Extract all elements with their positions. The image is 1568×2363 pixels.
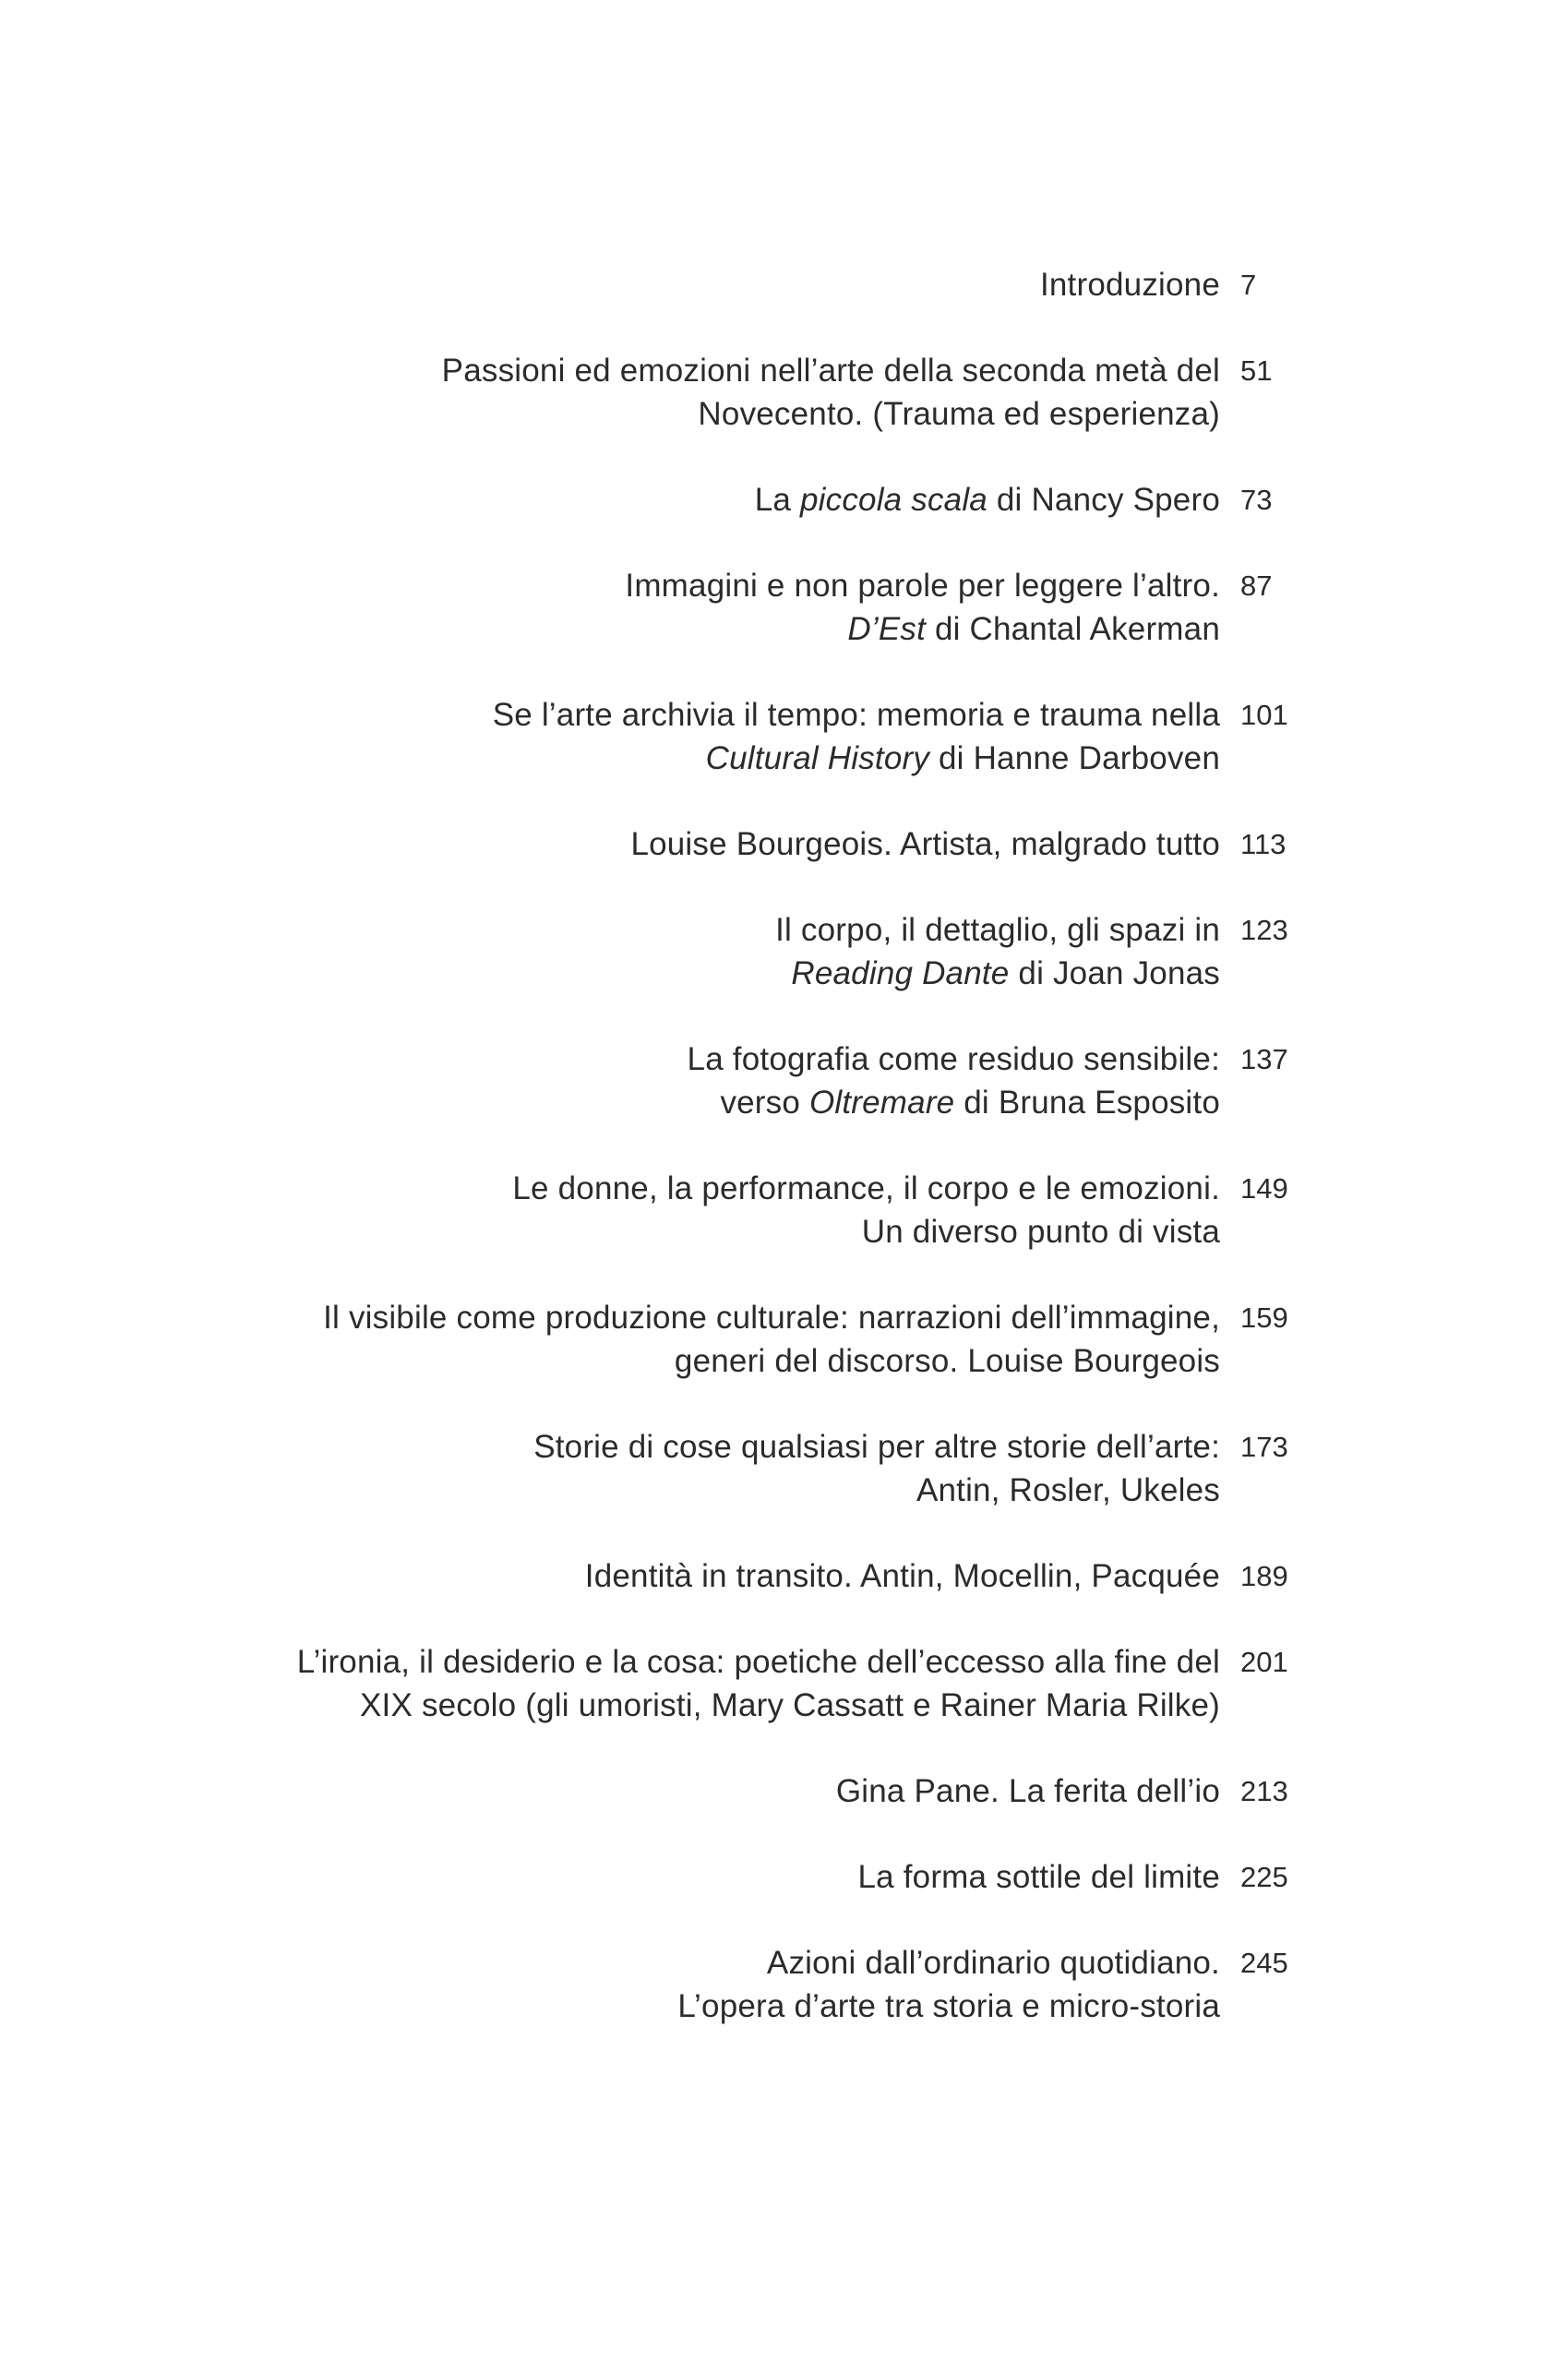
toc-title-line: [0, 1941, 1220, 1985]
toc-title-segment: Storie di cose qualsiasi per altre storie dell’arte:: [533, 1429, 1220, 1465]
toc-title-segment: La fotografia come residuo sensibile:: [687, 1041, 1220, 1077]
toc-entry: [0, 693, 1568, 780]
toc-title-line: [0, 952, 1220, 995]
toc-entry: [0, 1855, 1568, 1899]
toc-title-line: [0, 1855, 1220, 1899]
toc-title-segment: L’ironia, il desiderio e la cosa: poetiche dell’eccesso alla fine del: [296, 1644, 1220, 1680]
toc-title-segment: Novecento. (Trauma ed esperienza): [698, 396, 1220, 432]
toc-title-italic-segment: Reading Dante: [791, 955, 1010, 991]
toc-title-segment: Se l’arte archivia il tempo: memoria e trauma nella: [492, 697, 1220, 733]
toc-title-line: [0, 1210, 1220, 1253]
toc-title-segment: L’opera d’arte tra storia e micro-storia: [677, 1988, 1220, 2024]
toc-title-line: [0, 1554, 1220, 1598]
toc-entry-title: [0, 1296, 1220, 1383]
toc-entry-title: [0, 1640, 1220, 1727]
toc-title-segment: di Joan Jonas: [1009, 955, 1220, 991]
toc-title-segment: di Bruna Esposito: [954, 1085, 1220, 1121]
toc-entry-page-number: 113: [1240, 828, 1287, 860]
toc-title-segment: generi del discorso. Louise Bourgeois: [674, 1343, 1220, 1379]
toc-entry: [0, 478, 1568, 522]
toc-entry: [0, 1038, 1568, 1124]
toc-entry-title: [0, 1855, 1220, 1899]
toc-title-segment: Immagini e non parole per leggere l’altro.: [625, 568, 1220, 604]
toc-title-line: [0, 478, 1220, 522]
toc-title-line: [0, 737, 1220, 780]
toc-title-segment: Il visibile come produzione culturale: narrazioni dell’immagine,: [323, 1300, 1220, 1336]
toc-entry-page-number: 51: [1240, 354, 1273, 387]
toc-entry-title: [0, 822, 1220, 866]
toc-title-segment: Passioni ed emozioni nell’arte della seconda metà del: [441, 353, 1220, 389]
toc-entry-page-number: 73: [1240, 484, 1273, 516]
toc-title-line: [0, 1640, 1220, 1684]
toc-entry-page-number: 213: [1240, 1775, 1288, 1807]
toc-title-italic-segment: Cultural History: [705, 740, 930, 776]
toc-entry-title: [0, 263, 1220, 306]
toc-entry: [0, 263, 1568, 306]
toc-entry-title: [0, 564, 1220, 651]
toc-title-italic-segment: Oltremare: [808, 1085, 955, 1121]
toc-entry-title: [0, 1554, 1220, 1598]
toc-title-segment: XIX secolo (gli umoristi, Mary Cassatt e Rainer Maria Rilke): [360, 1687, 1220, 1723]
toc-title-line: [0, 1296, 1220, 1339]
toc-title-line: [0, 607, 1220, 651]
toc-entry-title: [0, 1167, 1220, 1253]
toc-entry-page-number: 189: [1240, 1560, 1288, 1592]
toc-entry-title: [0, 908, 1220, 995]
toc-entry-page-number: 159: [1240, 1301, 1288, 1334]
toc-entry: [0, 1941, 1568, 2028]
toc-entry-title: [0, 1425, 1220, 1512]
toc-entry: [0, 1425, 1568, 1512]
toc-title-line: [0, 1425, 1220, 1469]
toc-entry: [0, 564, 1568, 651]
toc-entry-page-number: 123: [1240, 914, 1288, 946]
toc-entry-title: [0, 1038, 1220, 1124]
toc-title-segment: Il corpo, il dettaglio, gli spazi in: [775, 912, 1220, 948]
toc-title-line: [0, 822, 1220, 866]
toc-entry-page-number: 137: [1240, 1043, 1288, 1075]
toc-title-segment: Identità in transito. Antin, Mocellin, Pacquée: [584, 1558, 1220, 1594]
toc-title-segment: La: [754, 482, 800, 518]
toc-title-line: [0, 263, 1220, 306]
toc-title-segment: Azioni dall’ordinario quotidiano.: [766, 1945, 1220, 1981]
toc-entry: [0, 1296, 1568, 1383]
toc-entry-title: [0, 1769, 1220, 1813]
toc-title-line: [0, 908, 1220, 952]
toc-entry: [0, 822, 1568, 866]
toc-title-line: [0, 1985, 1220, 2028]
toc-title-segment: Un diverso punto di vista: [861, 1214, 1220, 1250]
toc-title-italic-segment: D’Est: [847, 611, 927, 647]
toc-title-segment: Antin, Rosler, Ukeles: [916, 1472, 1220, 1508]
toc-entry: [0, 1769, 1568, 1813]
table-of-contents: [0, 263, 1568, 2070]
toc-title-line: [0, 1769, 1220, 1813]
toc-entry: [0, 1640, 1568, 1727]
toc-entry-page-number: 245: [1240, 1947, 1288, 1979]
toc-title-segment: Gina Pane. La ferita dell’io: [835, 1773, 1220, 1809]
toc-title-line: [0, 349, 1220, 392]
toc-title-segment: Introduzione: [1039, 267, 1220, 303]
toc-entry-page-number: 87: [1240, 570, 1273, 602]
toc-title-line: [0, 392, 1220, 436]
toc-title-segment: di Chantal Akerman: [926, 611, 1220, 647]
toc-title-segment: Le donne, la performance, il corpo e le emozioni.: [512, 1170, 1220, 1206]
toc-entry-page-number: 101: [1240, 699, 1288, 731]
toc-title-segment: verso: [720, 1085, 809, 1121]
toc-entry-title: [0, 478, 1220, 522]
toc-entry: [0, 1167, 1568, 1253]
toc-title-line: [0, 1081, 1220, 1124]
toc-entry-title: [0, 693, 1220, 780]
toc-title-line: [0, 693, 1220, 737]
toc-title-segment: di Hanne Darboven: [929, 740, 1220, 776]
toc-title-line: [0, 1038, 1220, 1081]
toc-entry-page-number: 149: [1240, 1172, 1288, 1205]
toc-entry: [0, 908, 1568, 995]
toc-entry: [0, 1554, 1568, 1598]
toc-title-line: [0, 564, 1220, 607]
toc-entry-page-number: 7: [1240, 269, 1257, 301]
toc-entry-title: [0, 1941, 1220, 2028]
toc-title-line: [0, 1469, 1220, 1512]
toc-title-line: [0, 1339, 1220, 1383]
toc-title-segment: Louise Bourgeois. Artista, malgrado tutto: [630, 826, 1220, 862]
toc-title-segment: La forma sottile del limite: [857, 1859, 1220, 1895]
toc-title-line: [0, 1684, 1220, 1727]
toc-title-italic-segment: piccola scala: [799, 482, 987, 518]
toc-entry-title: [0, 349, 1220, 436]
toc-title-line: [0, 1167, 1220, 1210]
toc-title-segment: di Nancy Spero: [987, 482, 1220, 518]
toc-entry-page-number: 201: [1240, 1646, 1288, 1678]
toc-entry-page-number: 173: [1240, 1431, 1288, 1463]
toc-entry-page-number: 225: [1240, 1861, 1288, 1893]
toc-entry: [0, 349, 1568, 436]
